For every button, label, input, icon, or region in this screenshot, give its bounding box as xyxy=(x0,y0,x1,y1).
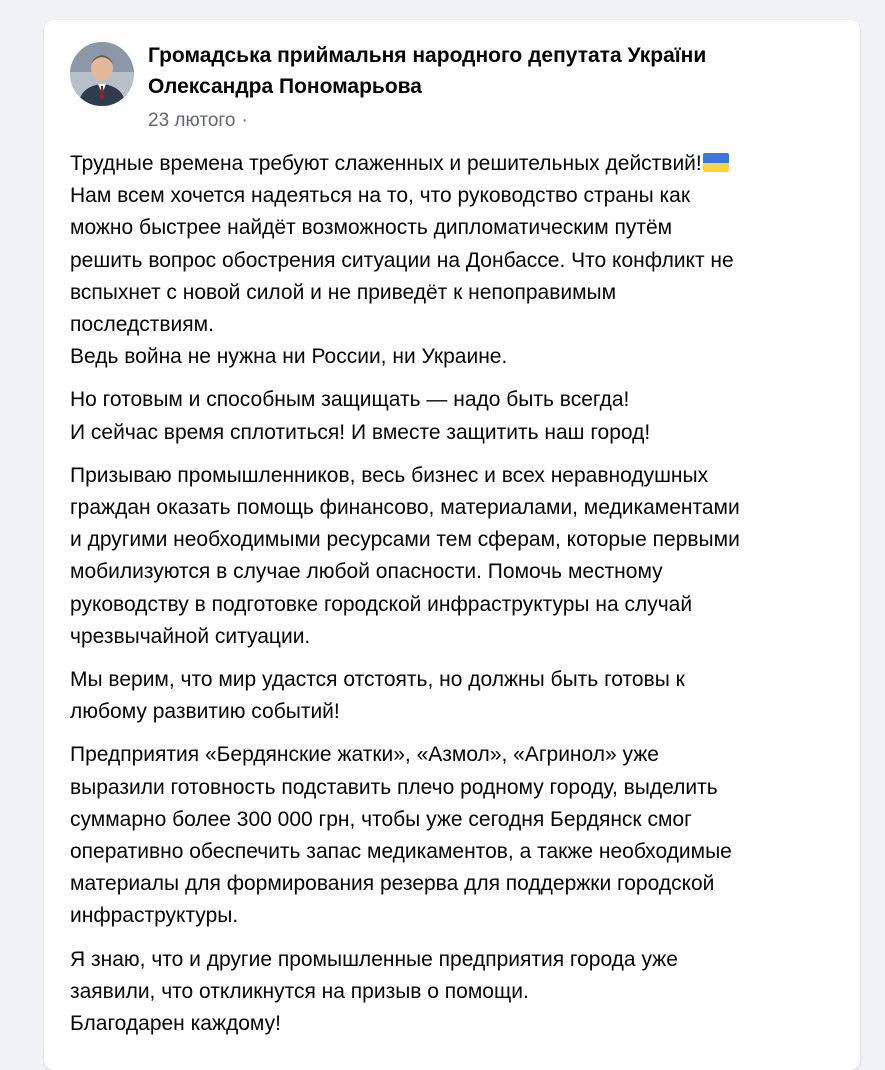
post-text: любому развитию событий! xyxy=(70,700,340,724)
avatar-photo xyxy=(70,42,134,106)
post-paragraph xyxy=(70,148,830,373)
post-text-line xyxy=(70,621,830,653)
post-paragraph xyxy=(70,664,830,728)
post-text-line xyxy=(70,804,830,836)
post-text-line xyxy=(70,245,830,277)
post-text-line xyxy=(70,524,830,556)
author-avatar[interactable] xyxy=(70,42,134,106)
post-text-line xyxy=(70,976,830,1008)
post-text: Ведь война не нужна ни России, ни Украине. xyxy=(70,345,508,369)
author-name-line1[interactable]: Громадська приймальня народного депутата України xyxy=(148,44,707,67)
post-text-line xyxy=(70,772,830,804)
post-text: Мы верим, что мир удастся отстоять, но должны быть готовы к xyxy=(70,668,685,692)
post-text: можно быстрее найдёт возможность дипломатическим путём xyxy=(70,216,673,240)
post-text: Нам всем хочется надеяться на то, что руководство страны как xyxy=(70,184,691,208)
post-paragraph xyxy=(70,460,830,653)
author-name-line2[interactable]: Олександра Пономарьова xyxy=(148,75,422,98)
post-text: Благодарен каждому! xyxy=(70,1012,281,1036)
post-text: материалы для формирования резерва для поддержки городской xyxy=(70,872,715,896)
post-text-line xyxy=(70,417,830,449)
post-text-line xyxy=(70,384,830,416)
post-card xyxy=(44,20,860,1070)
post-text: Предприятия «Бердянские жатки», «Азмол», «Агринол» уже xyxy=(70,743,659,767)
post-text: решить вопрос обострения ситуации на Донбассе. Что конфликт не xyxy=(70,248,734,272)
post-text-line xyxy=(70,556,830,588)
post-date[interactable]: 23 лютого xyxy=(148,110,236,131)
post-body xyxy=(70,148,830,1051)
post-text: Я знаю, что и другие промышленные предприятия города уже xyxy=(70,947,678,971)
post-text-line xyxy=(70,1008,830,1040)
post-text: Но готовым и способным защищать — надо быть всегда! xyxy=(70,388,630,412)
post-text-line xyxy=(70,696,830,728)
post-text: суммарно более 300 000 грн, чтобы уже сегодня Бердянск смог xyxy=(70,807,692,831)
post-text-line xyxy=(70,212,830,244)
post-text: И сейчас время сплотиться! И вместе защитить наш город! xyxy=(70,420,651,444)
post-text-line xyxy=(70,148,830,180)
author-name[interactable] xyxy=(148,40,838,102)
post-meta xyxy=(148,107,248,135)
post-text: оперативно обеспечить запас медикаментов, а также необходимые xyxy=(70,840,732,864)
post-text-line xyxy=(70,836,830,868)
post-text-line xyxy=(70,664,830,696)
post-text: инфраструктуры. xyxy=(70,904,239,928)
post-text-line xyxy=(70,589,830,621)
ukraine-flag-icon xyxy=(703,153,729,172)
post-text: мобилизуются в случае любой опасности. Помочь местному xyxy=(70,560,663,584)
post-text: руководству в подготовке городской инфраструктуры на случай xyxy=(70,592,693,616)
post-text: Призываю промышленников, весь бизнес и всех неравнодушных xyxy=(70,463,709,487)
post-text-line xyxy=(70,739,830,771)
post-text-line xyxy=(70,277,830,309)
post-text: выразили готовность подставить плечо родному городу, выделить xyxy=(70,775,718,799)
post-paragraph xyxy=(70,384,830,448)
post-text: последствиям. xyxy=(70,313,214,337)
post-text-line xyxy=(70,460,830,492)
post-text-line xyxy=(70,341,830,373)
post-text-line xyxy=(70,868,830,900)
post-text-line xyxy=(70,180,830,212)
post-text: вспыхнет с новой силой и не приведёт к непоправимым xyxy=(70,280,617,304)
meta-separator: · xyxy=(241,110,248,131)
post-text: заявили, что откликнутся на призыв о помощи. xyxy=(70,979,529,1003)
post-text-line xyxy=(70,309,830,341)
post-text: Трудные времена требуют слаженных и решительных действий! xyxy=(70,152,702,175)
post-paragraph xyxy=(70,739,830,932)
post-text-line xyxy=(70,900,830,932)
post-text-line xyxy=(70,492,830,524)
post-paragraph xyxy=(70,944,830,1041)
post-text: граждан оказать помощь финансово, материалами, медикаментами xyxy=(70,496,740,520)
post-text: чрезвычайной ситуации. xyxy=(70,624,311,648)
post-text-line xyxy=(70,944,830,976)
post-text: и другими необходимыми ресурсами тем сферам, которые первыми xyxy=(70,528,740,552)
